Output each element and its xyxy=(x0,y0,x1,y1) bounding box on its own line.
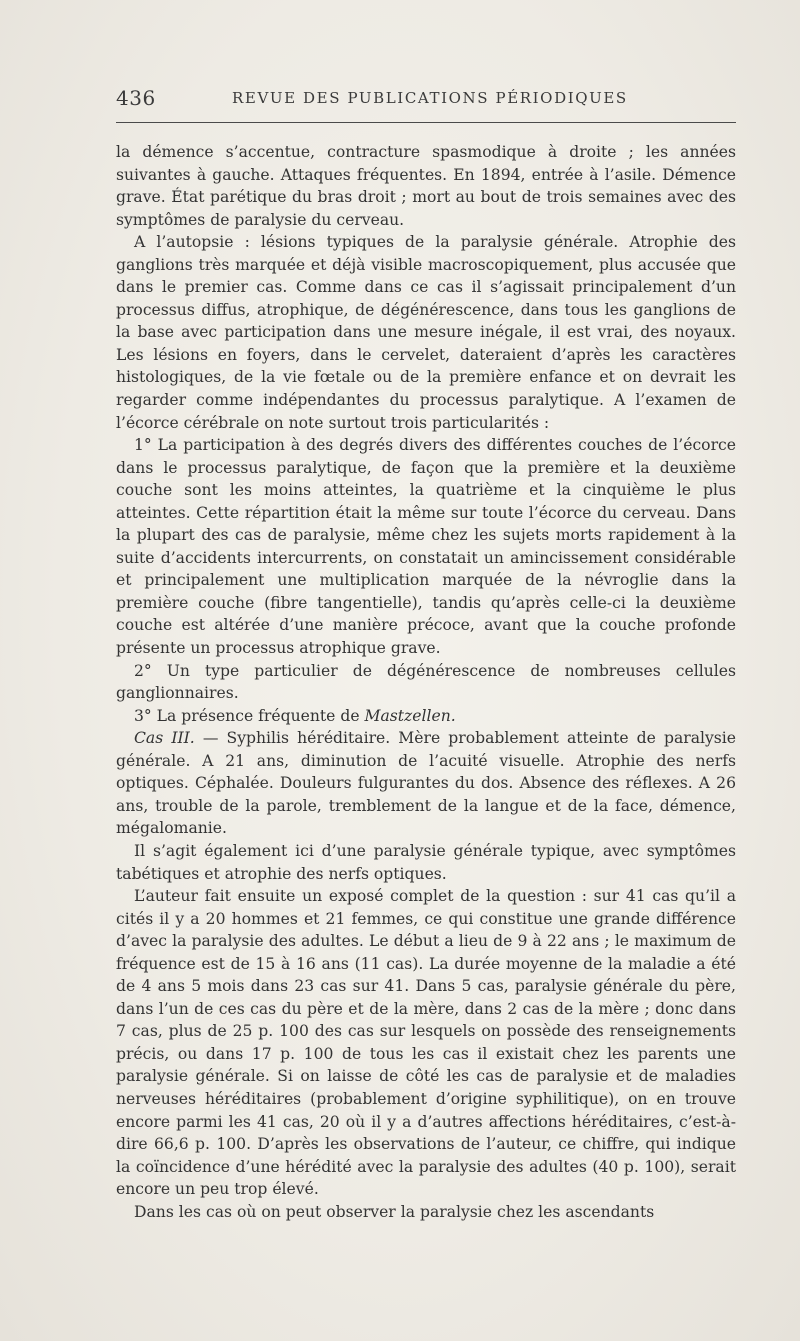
paragraph-autopsy: A l’autopsie : lésions typiques de la paralysie générale. Atrophie des ganglions très marquée et déjà visible macroscopiquement, plus accusée que dans le premier cas. Comme dans ce cas il s’agissait principalement d’un processus diffus, atrophique, de dégénérescence, dans tous les ganglions de la base avec participation dans une mesure inégale, il est vrai, des noyaux. Les lésions en foyers, dans le cervelet, dateraient d’après les caractères histologiques, de la vie fœtale ou de la première enfance et on devrait les regarder comme indépendantes du processus paralytique. A l’examen de l’écorce cérébrale on note surtout trois particularités : xyxy=(116,233,736,432)
body-text xyxy=(116,141,736,1223)
paragraph-point-2: 2° Un type particulier de dégénérescence de nombreuses cellules ganglionnaires. xyxy=(116,661,736,703)
paragraph-continuation: la démence s’accentue, contracture spasmodique à droite ; les années suivantes à gauche. Attaques fréquentes. En 1894, entrée à l’asile. Démence grave. État parétique du bras droit ; mort au bout de trois semaines avec des symptômes de paralysie du cerveau. xyxy=(116,143,736,229)
header-rule xyxy=(116,122,736,123)
point-3-text: 3° La présence fréquente de xyxy=(134,706,365,725)
paragraph-point-3 xyxy=(116,705,736,728)
paragraph-typical: Il s’agit également ici d’une paralysie générale typique, avec symptômes tabétiques et atrophie des nerfs optiques. xyxy=(116,841,736,883)
running-head: REVUE DES PUBLICATIONS PÉRIODIQUES xyxy=(232,89,628,107)
page-number: 436 xyxy=(116,86,156,110)
paragraph-case-3 xyxy=(116,727,736,840)
paragraph-author-review: L’auteur fait ensuite un exposé complet de la question : sur 41 cas qu’il a cités il y a 20 hommes et 21 femmes, ce qui constitue une grande différence d’avec la paralysie des adultes. Le début a lieu de 9 à 22 ans ; le maximum de fréquence est de 15 à 16 ans (11 cas). La durée moyenne de la maladie a été de 4 ans 5 mois dans 23 cas sur 41. Dans 5 cas, paralysie générale du père, dans l’un de ces cas du père et de la mère, dans 2 cas de la mère ; donc dans 7 cas, plus de 25 p. 100 des cas sur lesquels on possède des renseignements précis, ou dans 17 p. 100 de tous les cas il existait chez les parents une paralysie générale. Si on laisse de côté les cas de paralysie et de maladies nerveuses héréditaires (probablement d’origine syphilitique), on en trouve encore parmi les 41 cas, 20 où il y a d’autres affections héréditaires, c’est-à-dire 66,6 p. 100. D’après les observations de l’auteur, ce chiffre, qui indique la coïncidence d’une hérédité avec la paralysie des adultes (40 p. 100), serait encore un peu trop élevé. xyxy=(116,887,736,1199)
case-3-heading: Cas III. xyxy=(134,729,195,748)
paragraph-ascendants: Dans les cas où on peut observer la paralysie chez les ascendants xyxy=(134,1202,655,1221)
mastzellen-term: Mastzellen. xyxy=(364,706,456,725)
paragraph-point-1: 1° La participation à des degrés divers des différentes couches de l’écorce dans le processus paralytique, de façon que la première et la deuxième couche sont les moins atteintes, la quatrième et la cinquième le plus atteintes. Cette répartition était la même sur toute l’écorce du cerveau. Dans la plupart des cas de paralysie, même chez les sujets morts rapidement à la suite d’accidents intercurrents, on constatait un amincissement considérable et principalement une multiplication marquée de la névroglie dans la première couche (fibre tangentielle), tandis qu’après celle-ci la deuxième couche est altérée d’une manière précoce, avant que la couche profonde présente un processus atrophique grave. xyxy=(116,436,736,658)
case-3-text: — Syphilis héréditaire. Mère probablement atteinte de paralysie générale. A 21 ans, diminution de l’acuité visuelle. Atrophie des nerfs optiques. Céphalée. Douleurs fulgurantes du dos. Absence des réflexes. A 26 ans, trouble de la parole, tremblement de la langue et de la face, démence, mégalomanie. xyxy=(116,729,737,838)
page-header xyxy=(116,86,736,116)
